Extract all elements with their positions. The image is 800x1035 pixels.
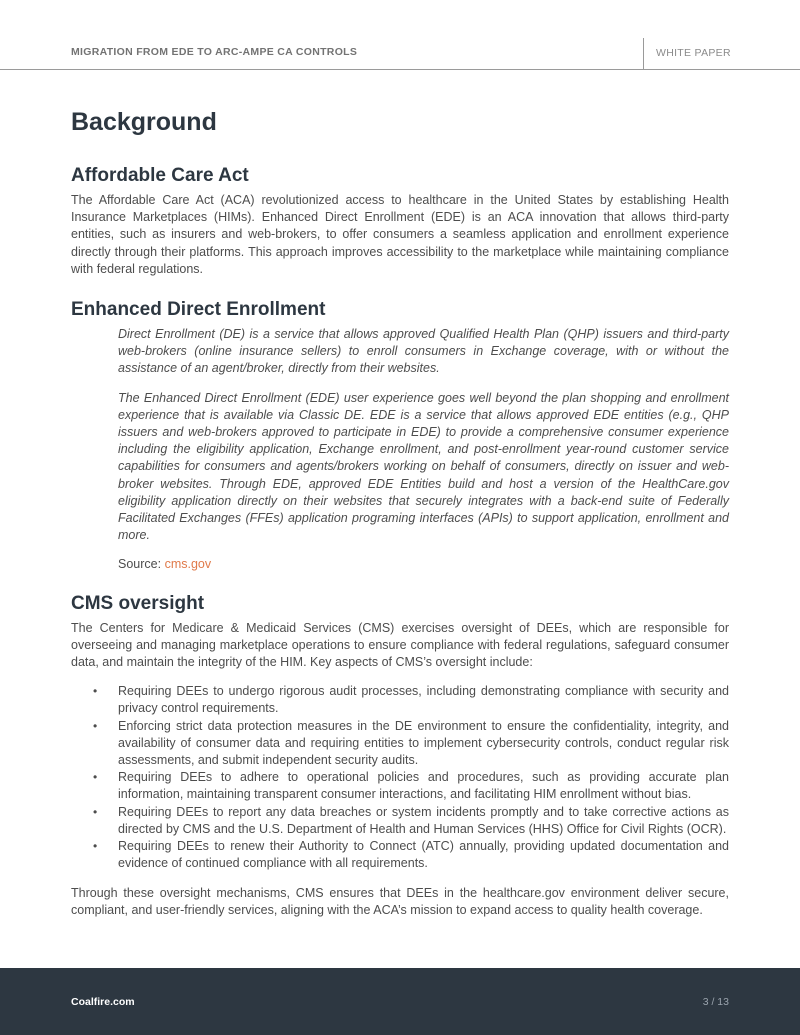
source-line bbox=[118, 556, 729, 573]
ede-section bbox=[71, 298, 729, 574]
main-content bbox=[71, 106, 729, 919]
list-item bbox=[71, 683, 729, 717]
bullet-icon: • bbox=[93, 804, 98, 819]
aca-section bbox=[71, 164, 729, 278]
aca-body: The Affordable Care Act (ACA) revolutionized access to healthcare in the United States by establishing Health Insurance Marketplaces (HIMs). Enhanced Direct Enrollment (EDE) is an ACA innovation that allows third-party entities, such as insurers and web-brokers, to offer consumers a seamless application and enrollment experience directly through their platforms. This approach improves accessibility to the marketplace while maintaining compliance with federal regulations. bbox=[71, 193, 729, 276]
header-divider bbox=[643, 38, 644, 70]
cms-bullet-list bbox=[71, 683, 729, 872]
ede-quote-paragraph-1: Direct Enrollment (DE) is a service that allows approved Qualified Health Plan (QHP) issuers and third-party web-brokers (online insurance sellers) to enroll consumers in Exchange coverage, with or without the assistance of an agent/broker, directly from their websites. bbox=[118, 327, 729, 376]
source-link[interactable]: cms.gov bbox=[164, 557, 212, 572]
source-label: Source: bbox=[118, 557, 165, 572]
bullet-icon: • bbox=[93, 718, 98, 733]
bullet-icon: • bbox=[93, 770, 98, 785]
list-item-text: Requiring DEEs to undergo rigorous audit processes, including demonstrating compliance with security and privacy control requirements. bbox=[118, 684, 729, 716]
document-type: WHITE PAPER bbox=[656, 47, 731, 59]
aca-heading: Affordable Care Act bbox=[71, 165, 249, 186]
ede-quote bbox=[118, 326, 729, 544]
list-item-text: Requiring DEEs to report any data breaches or system incidents promptly and to take corrective actions as directed by CMS and the U.S. Department of Health and Human Services (HHS) Office for Civil Rights (OCR). bbox=[118, 804, 729, 836]
list-item-text: Enforcing strict data protection measures in the DE environment to ensure the confidentiality, integrity, and availability of consumer data and requiring entities to implement cybersecurity controls, conduct regular risk assessments, and submit independent security audits. bbox=[118, 718, 729, 768]
cms-conclusion: Through these oversight mechanisms, CMS ensures that DEEs in the healthcare.gov environment deliver secure, compliant, and user-friendly services, aligning with the ACA’s mission to expand access to quality health coverage. bbox=[71, 885, 729, 917]
cms-section bbox=[71, 592, 729, 919]
footer-website[interactable]: Coalfire.com bbox=[71, 996, 135, 1008]
list-item bbox=[71, 769, 729, 803]
cms-intro: The Centers for Medicare & Medicaid Services (CMS) exercises oversight of DEEs, which are responsible for overseeing and managing marketplace operations to ensure compliance with federal regulations, safeguard consumer data, and maintain the integrity of the HIM. Key aspects of CMS’s oversight include: bbox=[71, 620, 729, 670]
list-item bbox=[71, 804, 729, 838]
document-title: MIGRATION FROM EDE TO ARC-AMPE CA CONTROLS bbox=[71, 46, 358, 58]
list-item-text: Requiring DEEs to adhere to operational policies and procedures, such as providing accurate plan information, maintaining transparent consumer interactions, and facilitating HIM enrollment without bias. bbox=[118, 770, 729, 802]
page-title: Background bbox=[71, 108, 217, 136]
page-header bbox=[0, 0, 800, 70]
list-item bbox=[71, 718, 729, 770]
bullet-icon: • bbox=[93, 839, 98, 854]
ede-quote-paragraph-2: The Enhanced Direct Enrollment (EDE) user experience goes well beyond the plan shopping and enrollment experience that is available via Classic DE. EDE is a service that allows approved EDE entities (e.g., QHP issuers and web-brokers approved to participate in EDE) to provide a comprehensive consumer experience including the eligibility application, Exchange enrollment, and post-enrollment year-round customer service capabilities for consumers and agents/brokers working on behalf of consumers, directly on issuer and web-broker websites. Through EDE, approved EDE Entities build and host a version of the HealthCare.gov eligibility application directly on their websites that securely integrates with a back-end suite of Federally Facilitated Exchanges (FFEs) application programing interfaces (APIs) to support application, enrollment and more. bbox=[118, 390, 729, 543]
ede-heading: Enhanced Direct Enrollment bbox=[71, 299, 326, 321]
list-item-text: Requiring DEEs to renew their Authority to Connect (ATC) annually, providing updated documentation and evidence of continued compliance with all requirements. bbox=[118, 839, 729, 871]
cms-heading: CMS oversight bbox=[71, 592, 205, 614]
page-footer bbox=[0, 968, 800, 1035]
list-item bbox=[71, 838, 729, 872]
bullet-icon: • bbox=[93, 684, 98, 699]
page-number: 3 / 13 bbox=[702, 996, 729, 1008]
